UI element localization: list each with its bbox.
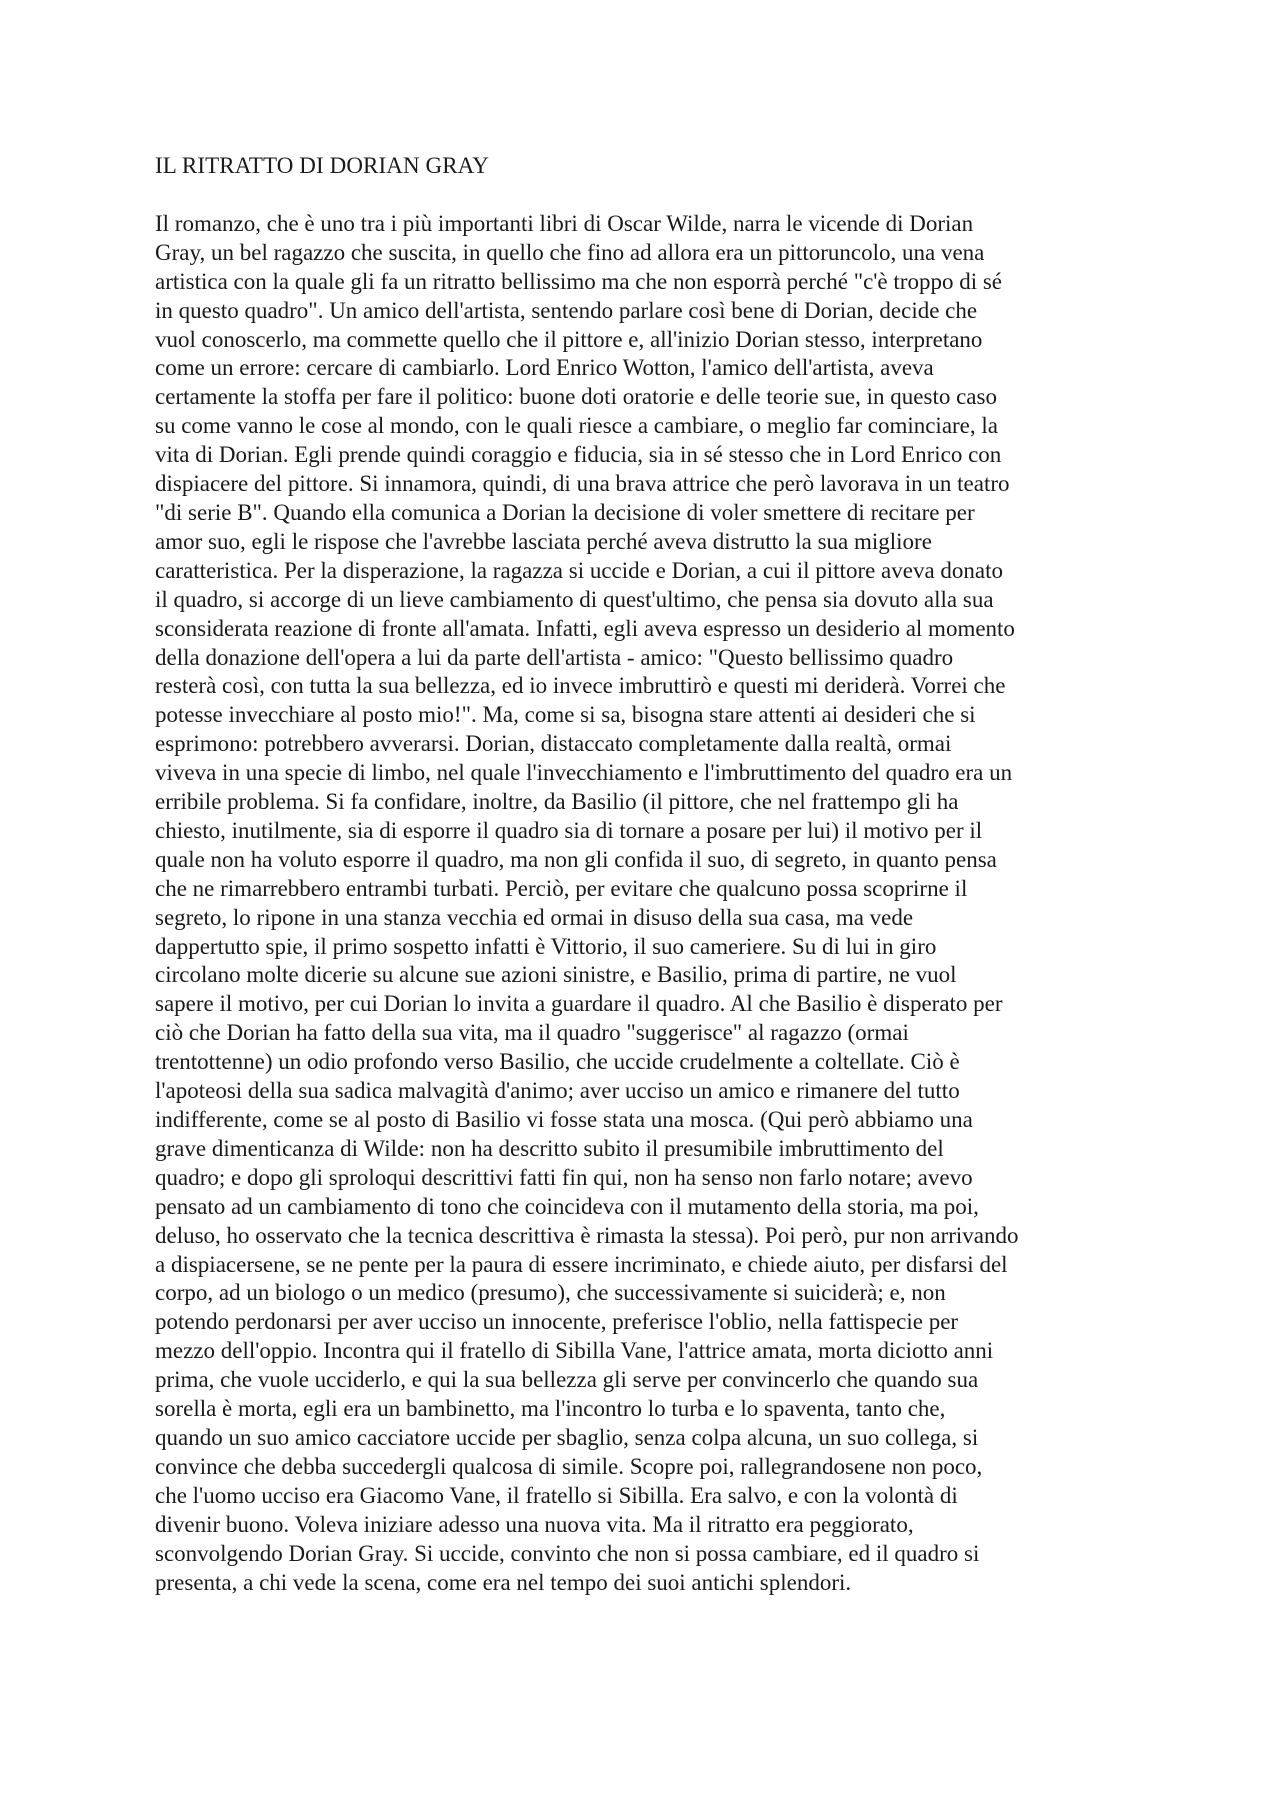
text-line: amor suo, egli le rispose che l'avrebbe lasciata perché aveva distrutto la sua migliore (155, 528, 932, 554)
text-line: che l'uomo ucciso era Giacomo Vane, il fratello si Sibilla. Era salvo, e con la volontà di (155, 1482, 958, 1508)
text-line: su come vanno le cose al mondo, con le quali riesce a cambiare, o meglio far cominciare, la (155, 413, 998, 439)
text-line: erribile problema. Si fa confidare, inoltre, da Basilio (il pittore, che nel frattempo gli ha (155, 789, 959, 815)
text-line: trentottenne) un odio profondo verso Basilio, che uccide crudelmente a coltellate. Ciò è (155, 1049, 960, 1075)
text-line: vita di Dorian. Egli prende quindi coraggio e fiducia, sia in sé stesso che in Lord Enrico con (155, 442, 1002, 468)
text-line: quadro; e dopo gli sproloqui descrittivi fatti fin qui, non ha senso non farlo notare; avevo (155, 1164, 973, 1190)
document-paragraph (155, 210, 1135, 1598)
text-line: prima, che vuole ucciderlo, e qui la sua bellezza gli serve per convincerlo che quando sua (155, 1367, 979, 1393)
document-title: IL RITRATTO DI DORIAN GRAY (155, 153, 489, 178)
text-line: Gray, un bel ragazzo che suscita, in quello che fino ad allora era un pittoruncolo, una vena (155, 239, 985, 265)
text-line: artistica con la quale gli fa un ritratto bellissimo ma che non esporrà perché "c'è troppo di sé (155, 268, 1002, 294)
text-line: deluso, ho osservato che la tecnica descrittiva è rimasta la stessa). Poi però, pur non arrivando (155, 1222, 1019, 1248)
text-line: corpo, ad un biologo o un medico (presumo), che successivamente si suiciderà; e, non (155, 1280, 946, 1306)
text-line: il quadro, si accorge di un lieve cambiamento di quest'ultimo, che pensa sia dovuto alla sua (155, 586, 994, 612)
text-line: potesse invecchiare al posto mio!". Ma, come si sa, bisogna stare attenti ai desideri che si (155, 702, 976, 728)
text-line: chiesto, inutilmente, sia di esporre il quadro sia di tornare a posare per lui) il motivo per il (155, 817, 983, 843)
text-line: resterà così, con tutta la sua bellezza, ed io invece imbruttirò e questi mi deriderà. Vorrei che (155, 673, 1006, 699)
text-line: in questo quadro". Un amico dell'artista, sentendo parlare così bene di Dorian, decide che (155, 297, 978, 323)
text-line: a dispiacersene, se ne pente per la paura di essere incriminato, e chiede aiuto, per disfarsi del (155, 1251, 1008, 1277)
text-line: sapere il motivo, per cui Dorian lo invita a guardare il quadro. Al che Basilio è disperato per (155, 991, 1003, 1017)
document-body (155, 152, 1135, 1597)
text-line: pensato ad un cambiamento di tono che coincideva con il mutamento della storia, ma poi, (155, 1193, 979, 1219)
text-line: quando un suo amico cacciatore uccide per sbaglio, senza colpa alcuna, un suo collega, si (155, 1424, 979, 1450)
text-line: divenir buono. Voleva iniziare adesso una nuova vita. Ma il ritratto era peggiorato, (155, 1511, 914, 1537)
text-line: della donazione dell'opera a lui da parte dell'artista - amico: "Questo bellissimo quadro (155, 644, 954, 670)
text-line: l'apoteosi della sua sadica malvagità d'animo; aver ucciso un amico e rimanere del tutto (155, 1078, 960, 1104)
text-line: caratteristica. Per la disperazione, la ragazza si uccide e Dorian, a cui il pittore aveva donato (155, 557, 1004, 583)
text-line: sorella è morta, egli era un bambinetto, ma l'incontro lo turba e lo spaventa, tanto che, (155, 1396, 946, 1422)
text-line: indifferente, come se al posto di Basilio vi fosse stata una mosca. (Qui però abbiamo una (155, 1107, 973, 1132)
text-line: che ne rimarrebbero entrambi turbati. Perciò, per evitare che qualcuno possa scoprirne il (155, 875, 968, 901)
text-line: Il romanzo, che è uno tra i più importanti libri di Oscar Wilde, narra le vicende di Dorian (155, 210, 974, 236)
text-line: dappertutto spie, il primo sospetto infatti è Vittorio, il suo cameriere. Su di lui in giro (155, 933, 937, 959)
text-line: viveva in una specie di limbo, nel quale l'invecchiamento e l'imbruttimento del quadro era un (155, 760, 1013, 786)
text-line: sconsiderata reazione di fronte all'amata. Infatti, egli aveva espresso un desiderio al momento (155, 615, 1015, 641)
text-line: "di serie B". Quando ella comunica a Dorian la decisione di voler smettere di recitare per (155, 499, 975, 525)
text-line: grave dimenticanza di Wilde: non ha descritto subito il presumibile imbruttimento del (155, 1135, 944, 1161)
text-line: esprimono: potrebbero avverarsi. Dorian, distaccato completamente dalla realtà, ormai (155, 731, 952, 757)
text-line: sconvolgendo Dorian Gray. Si uccide, convinto che non si possa cambiare, ed il quadro si (155, 1540, 980, 1566)
text-line: convince che debba succedergli qualcosa di simile. Scopre poi, rallegrandosene non poco, (155, 1453, 983, 1479)
text-line: quale non ha voluto esporre il quadro, ma non gli confida il suo, di segreto, in quanto pensa (155, 846, 997, 872)
text-line: mezzo dell'oppio. Incontra qui il fratello di Sibilla Vane, l'attrice amata, morta diciotto anni (155, 1338, 994, 1364)
text-line: segreto, lo ripone in una stanza vecchia ed ormai in disuso della sua casa, ma vede (155, 904, 914, 930)
text-line: ciò che Dorian ha fatto della sua vita, ma il quadro "suggerisce" al ragazzo (ormai (155, 1020, 909, 1046)
text-line: potendo perdonarsi per aver ucciso un innocente, preferisce l'oblio, nella fattispecie per (155, 1309, 959, 1335)
text-line: vuol conoscerlo, ma commette quello che il pittore e, all'inizio Dorian stesso, interpretano (155, 326, 983, 352)
text-line: dispiacere del pittore. Si innamora, quindi, di una brava attrice che però lavorava in un teatro (155, 471, 1010, 497)
text-line: presenta, a chi vede la scena, come era nel tempo dei suoi antichi splendori. (155, 1569, 852, 1595)
text-line: certamente la stoffa per fare il politico: buone doti oratorie e delle teorie sue, in questo caso (155, 384, 997, 410)
text-line: circolano molte dicerie su alcune sue azioni sinistre, e Basilio, prima di partire, ne vuol (155, 962, 957, 988)
text-line: come un errore: cercare di cambiarlo. Lord Enrico Wotton, l'amico dell'artista, aveva (155, 355, 934, 381)
